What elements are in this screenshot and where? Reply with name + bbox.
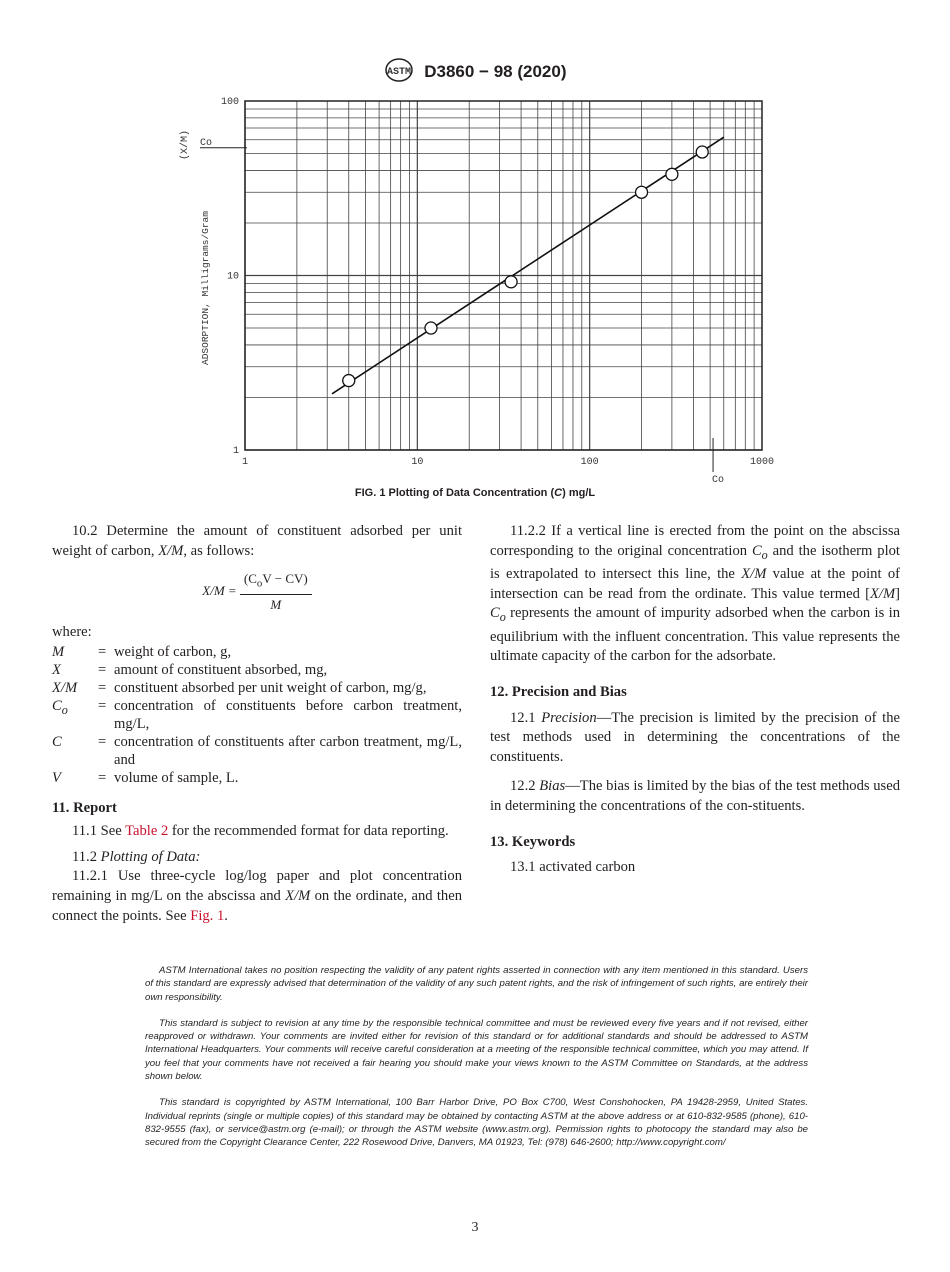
definitions-list bbox=[52, 643, 462, 787]
co-y-sub: Co bbox=[200, 138, 213, 149]
definition-term: X bbox=[52, 661, 61, 678]
co-y-label: (X/M) bbox=[180, 129, 191, 161]
data-point bbox=[505, 276, 517, 288]
data-point bbox=[666, 168, 678, 180]
x-tick-label: 10 bbox=[411, 457, 424, 468]
patent-notice: ASTM International takes no position respecting the validity of any patent rights asserted in connection with any item mentioned in this standard. Users of this standard are expressly advised that determination of the validity of any such patent rights, and the risk of infringement of such rights, are entirely their own responsibility. bbox=[145, 965, 808, 1003]
definition-text: amount of constituent absorbed, mg, bbox=[114, 661, 328, 678]
where-label: where: bbox=[52, 623, 92, 640]
co-x-label: Co bbox=[712, 475, 725, 486]
para-11-2-2: 11.2.2 If a vertical line is erected from the point on the abscissa corresponding to the original concentration $C_o$ and the isotherm plot is extrapolated to intersect this line, the X/M value at the point of intersection can be read from the ordinate. This value termed [X/M] $C_o$ represents the amount of impurity adsorbed when the carbon is in equilibrium with the influent concentration. This value represents the ultimate capacity of the carbon for the adsorbate. bbox=[490, 523, 900, 665]
data-point bbox=[343, 375, 355, 387]
copyright-notice: This standard is copyrighted by ASTM International, 100 Barr Harbor Drive, PO Box C700, West Conshohocken, PA 19428-2959, United States. Individual reprints (single or multiple copies) of this standard may be obtained by contacting ASTM at the above address or at 610-832-9585 (phone), 610-832-9555 (fax), or service@astm.org (e-mail); or through the ASTM website (www.astm.org). Permission rights to photocopy the standard may also be secured from the Copyright Clearance Center, 222 Rosewood Drive, Danvers, MA 01923, Tel: (978) 646-2600; http://www.copyright.com/ bbox=[145, 1097, 808, 1149]
definition-term: $C_o$ bbox=[52, 697, 68, 717]
para-10-2: 10.2 Determine the amount of constituent adsorbed per unit weight of carbon, X/M, as follows: bbox=[52, 523, 462, 559]
revision-notice: This standard is subject to revision at any time by the responsible technical committee and must be reviewed every five years and if not revised, either reapproved or withdrawn. Your comments are invited either for revision of this standard or for additional standards and should be addressed to ASTM International Headquarters. Your comments will receive careful consideration at a meeting of the responsible technical committee, which you may attend. If you feel that your comments have not received a fair hearing you should make your views known to the ASTM Committee on Standards, at the address shown below. bbox=[145, 1017, 808, 1083]
definition-term: M bbox=[52, 643, 65, 660]
left-column bbox=[52, 522, 462, 926]
equals-sign: = bbox=[98, 661, 107, 678]
formula: X/M = $\frac{(C_oV - CV)}{M}$ bbox=[52, 569, 462, 615]
definition-term: V bbox=[52, 769, 61, 786]
definition-text: concentration of constituents before carbon treatment, mg/L, bbox=[114, 697, 462, 732]
definition-text: concentration of constituents after carbon treatment, mg/L, and bbox=[114, 733, 462, 768]
figure-caption: FIG. 1 Plotting of Data Concentration (C) mg/L bbox=[354, 487, 596, 499]
svg-text:ASTM: ASTM bbox=[386, 67, 411, 78]
x-tick-label: 1000 bbox=[749, 457, 775, 468]
para-13-1: 13.1 activated carbon bbox=[510, 859, 636, 876]
section-13-heading: 13. Keywords bbox=[490, 833, 576, 850]
y-tick-label: 100 bbox=[220, 97, 239, 108]
para-12-2: 12.2 Bias—The bias is limited by the bias of the test methods used in determining the concentrations of the con-stituents. bbox=[490, 778, 901, 814]
isotherm-chart bbox=[170, 88, 790, 488]
definition-term: X/M bbox=[52, 679, 78, 696]
section-12-heading: 12. Precision and Bias bbox=[490, 683, 627, 700]
equals-sign: = bbox=[98, 769, 107, 786]
y-tick-label: 10 bbox=[226, 271, 239, 283]
para-11-2-1: 11.2.1 Use three-cycle log/log paper and plot concentration remaining in mg/L on the abscissa and X/M on the ordinate, and then connect the points. See Fig. 1. bbox=[52, 868, 463, 924]
equals-sign: = bbox=[98, 643, 107, 660]
x-tick-label: 100 bbox=[580, 457, 599, 468]
page-header bbox=[0, 58, 950, 87]
para-12-1: 12.1 Precision—The precision is limited by the precision of the test methods used in determining the concentrations of the constituents. bbox=[490, 709, 901, 765]
data-point bbox=[636, 186, 648, 198]
footer-notes bbox=[145, 964, 808, 1150]
equals-sign: = bbox=[98, 697, 107, 714]
para-11-2: 11.2 Plotting of Data: bbox=[72, 848, 201, 865]
definition-text: constituent absorbed per unit weight of carbon, mg/g, bbox=[114, 679, 427, 696]
equals-sign: = bbox=[98, 679, 107, 696]
data-point bbox=[425, 322, 437, 334]
right-column bbox=[490, 522, 900, 878]
definition-term: C bbox=[52, 733, 62, 750]
fig-1-link[interactable]: Fig. 1 bbox=[190, 907, 225, 924]
y-tick-label: 1 bbox=[232, 446, 239, 457]
definition-text: weight of carbon, g, bbox=[114, 643, 232, 660]
para-11-1: 11.1 See Table 2 for the recommended format for data reporting. bbox=[72, 823, 449, 840]
equals-sign: = bbox=[98, 733, 107, 750]
y-axis-label: ADSORPTION, Milligrams/Gram bbox=[200, 211, 211, 365]
astm-logo-icon bbox=[384, 58, 414, 87]
section-11-heading: 11. Report bbox=[52, 799, 117, 816]
definition-text: volume of sample, L. bbox=[114, 769, 239, 786]
designation: D3860 − 98 (2020) bbox=[424, 61, 567, 81]
data-point bbox=[696, 146, 708, 158]
table-2-link[interactable]: Table 2 bbox=[125, 823, 169, 840]
x-tick-label: 1 bbox=[241, 457, 249, 468]
page-number: 3 bbox=[471, 1220, 479, 1235]
